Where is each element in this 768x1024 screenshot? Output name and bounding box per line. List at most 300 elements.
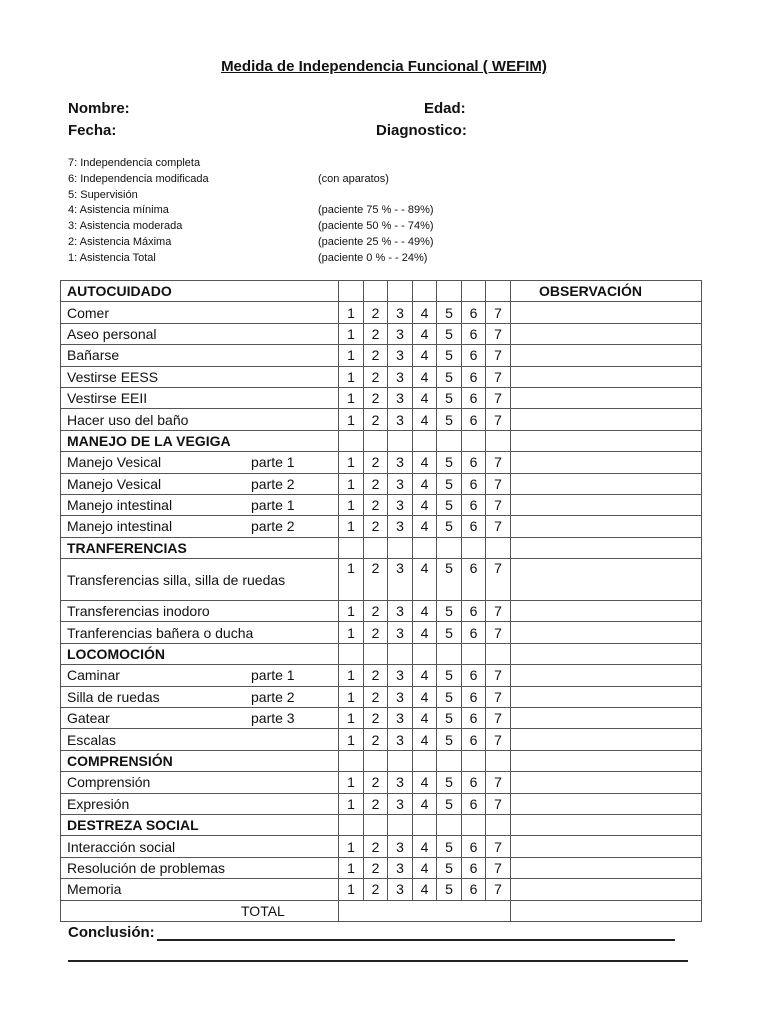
score-option[interactable]: 1 <box>339 345 364 366</box>
empty-score-cell <box>413 750 437 771</box>
item-label: Resolución de problemas <box>67 859 225 876</box>
score-option[interactable]: 3 <box>388 387 413 408</box>
score-option[interactable]: 2 <box>364 665 388 686</box>
score-option[interactable]: 4 <box>413 622 437 643</box>
observation-cell[interactable] <box>511 772 702 793</box>
score-option[interactable]: 2 <box>364 836 388 857</box>
item-label-cell <box>61 366 339 387</box>
observation-cell[interactable] <box>511 622 702 643</box>
empty-score-cell <box>462 643 486 664</box>
score-option[interactable]: 3 <box>388 729 413 750</box>
item-label-cell <box>61 473 339 494</box>
item-label: Transferencias silla, silla de ruedas <box>67 572 286 589</box>
score-option[interactable]: 6 <box>462 622 486 643</box>
score-option[interactable]: 2 <box>364 516 388 537</box>
item-label-cell <box>61 409 339 430</box>
empty-score-cell <box>413 537 437 558</box>
score-option[interactable]: 6 <box>462 302 486 323</box>
score-option[interactable]: 4 <box>413 729 437 750</box>
item-label-cell <box>61 708 339 729</box>
observation-cell[interactable] <box>511 345 702 366</box>
score-option[interactable]: 4 <box>413 516 437 537</box>
score-option[interactable]: 7 <box>486 729 511 750</box>
score-option[interactable]: 1 <box>339 708 364 729</box>
score-option[interactable]: 6 <box>462 473 486 494</box>
score-option[interactable]: 1 <box>339 516 364 537</box>
score-option[interactable]: 5 <box>437 879 462 900</box>
observation-cell[interactable] <box>511 793 702 814</box>
conclusion-label: Conclusión: <box>68 924 155 941</box>
score-option[interactable]: 7 <box>486 601 511 622</box>
score-option[interactable]: 6 <box>462 601 486 622</box>
table-row <box>61 686 702 707</box>
table-row <box>61 302 702 323</box>
table-row <box>61 452 702 473</box>
empty-score-cell <box>437 281 462 302</box>
table-row <box>61 345 702 366</box>
score-option[interactable]: 2 <box>364 323 388 344</box>
observation-cell[interactable] <box>511 900 702 921</box>
score-option[interactable]: 7 <box>486 879 511 900</box>
item-label: Caminar <box>67 667 120 684</box>
score-option[interactable]: 1 <box>339 857 364 878</box>
score-option[interactable]: 1 <box>339 601 364 622</box>
score-option[interactable]: 7 <box>486 473 511 494</box>
score-option[interactable]: 5 <box>437 622 462 643</box>
item-label-cell <box>61 686 339 707</box>
score-option[interactable]: 1 <box>339 302 364 323</box>
score-option[interactable]: 3 <box>388 473 413 494</box>
legend-label: 6: Independencia modificada <box>68 172 209 185</box>
observation-cell <box>511 814 702 835</box>
item-label: Gatear <box>67 710 110 727</box>
score-option[interactable]: 3 <box>388 559 413 601</box>
score-option[interactable]: 4 <box>413 409 437 430</box>
score-option[interactable]: 2 <box>364 601 388 622</box>
score-option[interactable]: 6 <box>462 366 486 387</box>
item-label-cell <box>61 772 339 793</box>
score-option[interactable]: 2 <box>364 622 388 643</box>
section-header-row <box>61 750 702 771</box>
score-option[interactable]: 5 <box>437 793 462 814</box>
score-option[interactable]: 5 <box>437 494 462 515</box>
section-header-row <box>61 281 702 302</box>
item-label: Manejo intestinal <box>67 518 173 535</box>
section-header-row <box>61 430 702 451</box>
observation-cell[interactable] <box>511 409 702 430</box>
score-option[interactable]: 6 <box>462 387 486 408</box>
score-option[interactable]: 3 <box>388 793 413 814</box>
section-title: LOCOMOCIÓN <box>61 643 339 664</box>
score-option[interactable]: 5 <box>437 473 462 494</box>
legend-label: 1: Asistencia Total <box>68 251 156 264</box>
score-option[interactable]: 5 <box>437 323 462 344</box>
score-option[interactable]: 3 <box>388 516 413 537</box>
table-row <box>61 729 702 750</box>
score-option[interactable]: 2 <box>364 729 388 750</box>
score-option[interactable]: 1 <box>339 452 364 473</box>
observation-cell[interactable] <box>511 708 702 729</box>
score-option[interactable]: 5 <box>437 601 462 622</box>
diagnostico-label: Diagnostico: <box>376 122 467 139</box>
score-option[interactable]: 1 <box>339 409 364 430</box>
score-option[interactable]: 2 <box>364 452 388 473</box>
item-label: Manejo Vesical <box>67 475 162 492</box>
empty-score-cell <box>339 537 364 558</box>
form-title: Medida de Independencia Funcional ( WEFIM) <box>221 58 547 75</box>
score-option[interactable]: 1 <box>339 879 364 900</box>
score-option[interactable]: 4 <box>413 857 437 878</box>
legend-row <box>68 172 488 188</box>
item-label-cell <box>61 793 339 814</box>
score-option[interactable]: 6 <box>462 708 486 729</box>
item-label-cell <box>61 665 339 686</box>
table-row <box>61 366 702 387</box>
score-option[interactable]: 3 <box>388 323 413 344</box>
observation-cell[interactable] <box>511 559 702 601</box>
conclusion-line-2[interactable] <box>68 960 688 962</box>
empty-score-cell <box>364 537 388 558</box>
score-option[interactable]: 3 <box>388 302 413 323</box>
item-label-cell <box>61 323 339 344</box>
observacion-header: OBSERVACIÓN <box>511 281 702 302</box>
score-option[interactable]: 5 <box>437 665 462 686</box>
observation-cell[interactable] <box>511 494 702 515</box>
section-title: COMPRENSIÓN <box>61 750 339 771</box>
score-option[interactable]: 6 <box>462 409 486 430</box>
empty-score-cell <box>437 430 462 451</box>
score-option[interactable]: 2 <box>364 345 388 366</box>
empty-score-cell <box>486 643 511 664</box>
observation-cell <box>511 430 702 451</box>
section-header-row <box>61 537 702 558</box>
score-option[interactable]: 7 <box>486 302 511 323</box>
score-option[interactable]: 3 <box>388 836 413 857</box>
legend-label: 2: Asistencia Máxima <box>68 235 172 248</box>
empty-score-cell <box>413 281 437 302</box>
empty-score-cell <box>413 430 437 451</box>
score-option[interactable]: 1 <box>339 622 364 643</box>
conclusion-line[interactable] <box>157 925 675 941</box>
score-option[interactable]: 4 <box>413 708 437 729</box>
score-option[interactable]: 5 <box>437 559 462 601</box>
score-option[interactable]: 4 <box>413 323 437 344</box>
item-label-cell <box>61 729 339 750</box>
score-option[interactable]: 4 <box>413 345 437 366</box>
empty-score-cell <box>388 750 413 771</box>
score-option[interactable]: 7 <box>486 857 511 878</box>
score-option[interactable]: 3 <box>388 708 413 729</box>
score-option[interactable]: 5 <box>437 387 462 408</box>
observation-cell[interactable] <box>511 879 702 900</box>
score-option[interactable]: 3 <box>388 409 413 430</box>
legend-row <box>68 219 488 235</box>
score-option[interactable]: 5 <box>437 686 462 707</box>
empty-score-cell <box>388 430 413 451</box>
score-option[interactable]: 3 <box>388 686 413 707</box>
item-label-cell <box>61 345 339 366</box>
score-option[interactable]: 5 <box>437 708 462 729</box>
item-label-cell <box>61 302 339 323</box>
observation-cell[interactable] <box>511 729 702 750</box>
score-option[interactable]: 5 <box>437 302 462 323</box>
score-option[interactable]: 3 <box>388 494 413 515</box>
empty-score-cell <box>462 430 486 451</box>
score-option[interactable]: 2 <box>364 686 388 707</box>
score-option[interactable]: 5 <box>437 409 462 430</box>
score-option[interactable]: 2 <box>364 473 388 494</box>
score-option[interactable]: 7 <box>486 366 511 387</box>
score-option[interactable]: 5 <box>437 836 462 857</box>
observation-cell[interactable] <box>511 323 702 344</box>
score-option[interactable]: 7 <box>486 665 511 686</box>
score-option[interactable]: 2 <box>364 494 388 515</box>
observation-cell[interactable] <box>511 302 702 323</box>
empty-score-cell <box>462 750 486 771</box>
table-row <box>61 559 702 601</box>
score-option[interactable]: 4 <box>413 601 437 622</box>
score-option[interactable]: 1 <box>339 772 364 793</box>
score-option[interactable]: 7 <box>486 516 511 537</box>
score-option[interactable]: 7 <box>486 708 511 729</box>
score-option[interactable]: 2 <box>364 302 388 323</box>
score-option[interactable]: 3 <box>388 665 413 686</box>
empty-score-cell <box>437 537 462 558</box>
score-option[interactable]: 6 <box>462 793 486 814</box>
item-label: Silla de ruedas <box>67 688 160 705</box>
legend-row <box>68 188 488 204</box>
empty-score-cell <box>388 643 413 664</box>
score-option[interactable]: 5 <box>437 345 462 366</box>
score-option[interactable]: 6 <box>462 836 486 857</box>
score-option[interactable]: 5 <box>437 452 462 473</box>
score-option[interactable]: 3 <box>388 772 413 793</box>
score-option[interactable]: 1 <box>339 494 364 515</box>
empty-score-cell <box>437 750 462 771</box>
item-label: Interacción social <box>67 838 176 855</box>
item-label: Comprensión <box>67 774 151 791</box>
score-option[interactable]: 4 <box>413 793 437 814</box>
score-option[interactable]: 4 <box>413 686 437 707</box>
total-label: TOTAL <box>61 900 339 921</box>
score-option[interactable]: 5 <box>437 366 462 387</box>
score-option[interactable]: 7 <box>486 793 511 814</box>
score-option[interactable]: 6 <box>462 729 486 750</box>
observation-cell[interactable] <box>511 366 702 387</box>
empty-score-cell <box>462 281 486 302</box>
item-label-cell <box>61 452 339 473</box>
item-label-cell <box>61 836 339 857</box>
score-option[interactable]: 5 <box>437 729 462 750</box>
item-label-cell <box>61 516 339 537</box>
score-option[interactable]: 6 <box>462 665 486 686</box>
score-option[interactable]: 3 <box>388 452 413 473</box>
score-option[interactable]: 7 <box>486 494 511 515</box>
score-option[interactable]: 4 <box>413 772 437 793</box>
observation-cell[interactable] <box>511 836 702 857</box>
score-option[interactable]: 2 <box>364 772 388 793</box>
empty-score-cell <box>486 750 511 771</box>
total-row <box>61 900 702 921</box>
score-option[interactable]: 7 <box>486 345 511 366</box>
score-option[interactable]: 4 <box>413 302 437 323</box>
score-option[interactable]: 6 <box>462 323 486 344</box>
score-option[interactable]: 2 <box>364 793 388 814</box>
item-label: Hacer uso del baño <box>67 411 189 428</box>
table-row <box>61 772 702 793</box>
fecha-label: Fecha: <box>68 122 117 139</box>
score-option[interactable]: 4 <box>413 387 437 408</box>
score-option[interactable]: 1 <box>339 665 364 686</box>
section-title: TRANFERENCIAS <box>61 537 339 558</box>
legend-row <box>68 203 488 219</box>
score-option[interactable]: 4 <box>413 473 437 494</box>
table-row <box>61 622 702 643</box>
nombre-label: Nombre: <box>68 100 130 117</box>
item-part: parte 1 <box>251 496 295 513</box>
score-option[interactable]: 7 <box>486 559 511 601</box>
score-option[interactable]: 1 <box>339 323 364 344</box>
score-option[interactable]: 4 <box>413 494 437 515</box>
empty-score-cell <box>486 281 511 302</box>
empty-score-cell <box>339 430 364 451</box>
score-option[interactable]: 1 <box>339 473 364 494</box>
score-option[interactable]: 7 <box>486 452 511 473</box>
score-option[interactable]: 3 <box>388 345 413 366</box>
score-option[interactable]: 5 <box>437 516 462 537</box>
score-option[interactable]: 6 <box>462 494 486 515</box>
observation-cell <box>511 537 702 558</box>
score-option[interactable]: 6 <box>462 879 486 900</box>
score-option[interactable]: 3 <box>388 601 413 622</box>
score-option[interactable]: 7 <box>486 622 511 643</box>
empty-score-cell <box>486 814 511 835</box>
empty-score-cell <box>437 814 462 835</box>
observation-cell[interactable] <box>511 473 702 494</box>
legend-note: (paciente 50 % - - 74%) <box>318 220 434 233</box>
score-option[interactable]: 7 <box>486 387 511 408</box>
empty-score-cell <box>339 643 364 664</box>
score-option[interactable]: 2 <box>364 559 388 601</box>
table-row <box>61 409 702 430</box>
score-option[interactable]: 6 <box>462 857 486 878</box>
empty-score-cell <box>364 643 388 664</box>
score-option[interactable]: 1 <box>339 729 364 750</box>
item-label: Bañarse <box>67 347 120 364</box>
score-option[interactable]: 5 <box>437 857 462 878</box>
score-option[interactable]: 6 <box>462 559 486 601</box>
table-row <box>61 473 702 494</box>
observation-cell[interactable] <box>511 387 702 408</box>
item-label: Escalas <box>67 731 117 748</box>
empty-score-cell <box>413 643 437 664</box>
score-option[interactable]: 1 <box>339 387 364 408</box>
table-row <box>61 323 702 344</box>
empty-score-cell <box>339 750 364 771</box>
legend-label: 4: Asistencia mínima <box>68 204 169 217</box>
item-label: Expresión <box>67 795 130 812</box>
score-option[interactable]: 2 <box>364 857 388 878</box>
score-option[interactable]: 4 <box>413 366 437 387</box>
empty-score-cell <box>339 814 364 835</box>
score-option[interactable]: 6 <box>462 452 486 473</box>
score-option[interactable]: 3 <box>388 857 413 878</box>
observation-cell[interactable] <box>511 452 702 473</box>
score-option[interactable]: 2 <box>364 387 388 408</box>
score-option[interactable]: 3 <box>388 622 413 643</box>
score-option[interactable]: 7 <box>486 323 511 344</box>
score-option[interactable]: 2 <box>364 708 388 729</box>
item-part: parte 1 <box>251 667 295 684</box>
score-option[interactable]: 6 <box>462 345 486 366</box>
score-option[interactable]: 3 <box>388 366 413 387</box>
item-label: Vestirse EESS <box>67 368 159 385</box>
score-option[interactable]: 2 <box>364 409 388 430</box>
item-part: parte 1 <box>251 454 295 471</box>
score-option[interactable]: 7 <box>486 836 511 857</box>
item-label: Tranferencias bañera o ducha <box>67 624 254 641</box>
item-label: Memoria <box>67 881 122 898</box>
score-option[interactable]: 3 <box>388 879 413 900</box>
empty-score-cell <box>462 814 486 835</box>
item-label-cell <box>61 494 339 515</box>
table-row <box>61 879 702 900</box>
score-option[interactable]: 4 <box>413 559 437 601</box>
item-label: Manejo intestinal <box>67 497 173 514</box>
score-option[interactable]: 4 <box>413 452 437 473</box>
score-option[interactable]: 4 <box>413 879 437 900</box>
table-row <box>61 601 702 622</box>
item-label: Comer <box>67 304 110 321</box>
score-option[interactable]: 6 <box>462 686 486 707</box>
legend-note: (con aparatos) <box>318 172 389 185</box>
observation-cell <box>511 643 702 664</box>
score-option[interactable]: 4 <box>413 665 437 686</box>
item-part: parte 2 <box>251 688 295 705</box>
score-option[interactable]: 4 <box>413 836 437 857</box>
section-title: AUTOCUIDADO <box>61 281 339 302</box>
table-row <box>61 708 702 729</box>
observation-cell[interactable] <box>511 665 702 686</box>
scoring-legend <box>68 156 488 267</box>
empty-score-cell <box>364 281 388 302</box>
observation-cell[interactable] <box>511 686 702 707</box>
score-option[interactable]: 6 <box>462 516 486 537</box>
score-option[interactable]: 1 <box>339 686 364 707</box>
score-option[interactable]: 1 <box>339 836 364 857</box>
section-header-row <box>61 643 702 664</box>
empty-score-cell <box>364 430 388 451</box>
total-score-cell[interactable] <box>339 900 511 921</box>
score-option[interactable]: 2 <box>364 879 388 900</box>
observation-cell <box>511 750 702 771</box>
edad-label: Edad: <box>424 100 466 117</box>
score-option[interactable]: 6 <box>462 772 486 793</box>
observation-cell[interactable] <box>511 601 702 622</box>
score-option[interactable]: 1 <box>339 559 364 601</box>
empty-score-cell <box>437 643 462 664</box>
score-option[interactable]: 1 <box>339 793 364 814</box>
score-option[interactable]: 2 <box>364 366 388 387</box>
score-option[interactable]: 1 <box>339 366 364 387</box>
observation-cell[interactable] <box>511 857 702 878</box>
score-option[interactable]: 7 <box>486 772 511 793</box>
score-option[interactable]: 7 <box>486 686 511 707</box>
observation-cell[interactable] <box>511 516 702 537</box>
item-label: Vestirse EEII <box>67 390 148 407</box>
score-option[interactable]: 7 <box>486 409 511 430</box>
score-option[interactable]: 5 <box>437 772 462 793</box>
